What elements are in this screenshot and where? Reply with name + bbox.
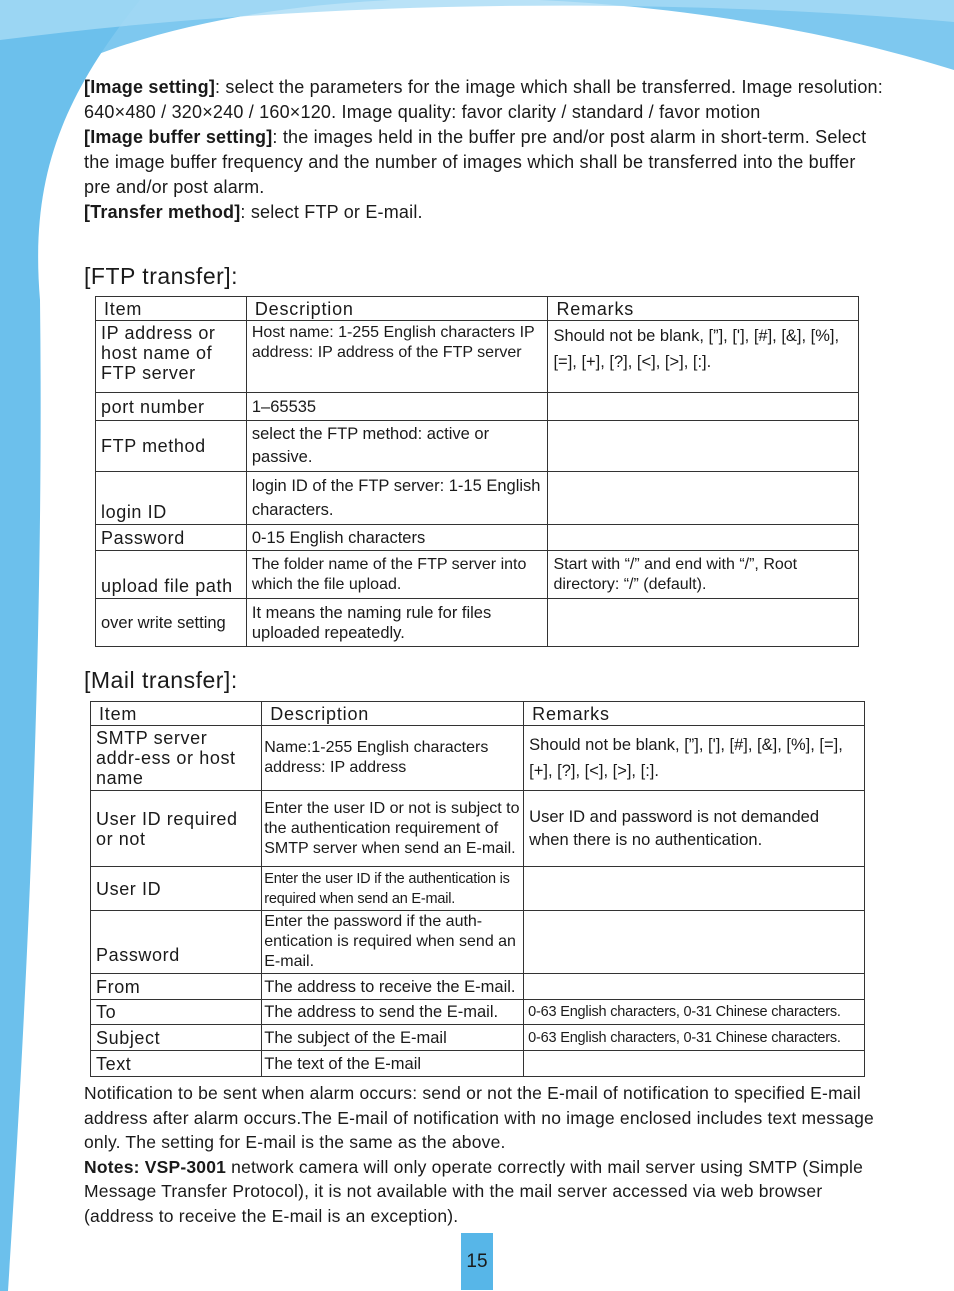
row-description: Name:1-255 English characters address: IP address bbox=[262, 726, 524, 791]
table-row bbox=[96, 551, 859, 599]
image-setting-text: : select the parameters for the image which shall be transferred. Image resolution: 640×480 / 320×240 / 160×120. Image quality: favor clarity / standard / favor motion bbox=[84, 77, 883, 122]
table-row bbox=[96, 321, 859, 393]
row-description: Enter the password if the auth-entication is required when send an E-mail. bbox=[262, 911, 524, 974]
header-item: Item bbox=[91, 702, 262, 726]
notification-text bbox=[84, 1081, 874, 1228]
table-row bbox=[91, 791, 865, 867]
notes-label: Notes: VSP-3001 bbox=[84, 1156, 227, 1177]
image-buffer-label: [Image buffer setting] bbox=[84, 127, 273, 147]
row-remarks: 0-63 English characters, 0-31 Chinese characters. bbox=[524, 1000, 865, 1025]
table-row bbox=[96, 472, 859, 525]
image-buffer-text: : the images held in the buffer pre and/or post alarm in short-term. Select the image buffer frequency and the number of images which shall be transferred into the buffer pre and/or post alarm. bbox=[84, 127, 867, 197]
transfer-method-label: [Transfer method] bbox=[84, 202, 241, 222]
table-row bbox=[91, 867, 865, 911]
row-remarks: Start with “/” and end with “/”, Root directory: “/” (default). bbox=[548, 551, 859, 599]
row-item: port number bbox=[96, 393, 247, 421]
row-description: The folder name of the FTP server into which the file upload. bbox=[246, 551, 548, 599]
row-description: Host name: 1-255 English characters IP address: IP address of the FTP server bbox=[246, 321, 548, 393]
header-description: Description bbox=[262, 702, 524, 726]
table-row bbox=[91, 911, 865, 974]
table-row bbox=[91, 1025, 865, 1051]
row-remarks bbox=[548, 421, 859, 472]
row-description: 1–65535 bbox=[246, 393, 548, 421]
row-item: To bbox=[91, 1000, 262, 1025]
row-item: Password bbox=[91, 911, 262, 974]
table-header-row bbox=[91, 702, 865, 726]
row-remarks: 0-63 English characters, 0-31 Chinese characters. bbox=[524, 1025, 865, 1051]
row-item: Text bbox=[91, 1051, 262, 1077]
table-row bbox=[96, 421, 859, 472]
header-description: Description bbox=[246, 297, 548, 321]
row-item: Subject bbox=[91, 1025, 262, 1051]
mail-settings-table bbox=[90, 701, 865, 1077]
table-row bbox=[91, 974, 865, 1000]
row-remarks bbox=[524, 1051, 865, 1077]
row-item: Password bbox=[96, 525, 247, 551]
row-item: SMTP server addr-ess or host name bbox=[91, 726, 262, 791]
table-header-row bbox=[96, 297, 859, 321]
table-row bbox=[96, 525, 859, 551]
row-item: IP address or host name of FTP server bbox=[96, 321, 247, 393]
header-remarks: Remarks bbox=[524, 702, 865, 726]
row-remarks bbox=[524, 974, 865, 1000]
row-description: 0-15 English characters bbox=[246, 525, 548, 551]
row-item: User ID bbox=[91, 867, 262, 911]
mail-transfer-title: [Mail transfer]: bbox=[84, 667, 238, 693]
row-item: upload file path bbox=[96, 551, 247, 599]
row-description: login ID of the FTP server: 1-15 English characters. bbox=[246, 472, 548, 525]
row-description: select the FTP method: active or passive. bbox=[246, 421, 548, 472]
row-description: The subject of the E-mail bbox=[262, 1025, 524, 1051]
row-description: The address to send the E-mail. bbox=[262, 1000, 524, 1025]
row-item: FTP method bbox=[96, 421, 247, 472]
transfer-method-text: : select FTP or E-mail. bbox=[240, 202, 423, 222]
notification-body: Notification to be sent when alarm occurs: send or not the E-mail of notification to specified E-mail address after alarm occurs.The E-mail of notification with no image enclosed includes text message only. The setting for E-mail is the same as the above. bbox=[84, 1083, 874, 1152]
row-description: It means the naming rule for files uploaded repeatedly. bbox=[246, 599, 548, 647]
page-number: 15 bbox=[461, 1233, 493, 1290]
row-item: login ID bbox=[96, 472, 247, 525]
notes-text: network camera will only operate correctly with mail server using SMTP (Simple Message Transfer Protocol), it is not available with the mail server accessed via web browser (address to receive the E-mail is an exception). bbox=[84, 1156, 864, 1226]
row-item: User ID required or not bbox=[91, 791, 262, 867]
row-remarks bbox=[524, 911, 865, 974]
intro-text bbox=[84, 75, 884, 225]
table-row bbox=[91, 1051, 865, 1077]
row-item: over write setting bbox=[96, 599, 247, 647]
row-description: Enter the user ID or not is subject to the authentication requirement of SMTP server when send an E-mail. bbox=[262, 791, 524, 867]
row-remarks bbox=[548, 472, 859, 525]
row-description: Enter the user ID if the authentication is required when send an E-mail. bbox=[262, 867, 524, 911]
row-remarks: User ID and password is not demanded when there is no authentication. bbox=[524, 791, 865, 867]
row-item: From bbox=[91, 974, 262, 1000]
header-remarks: Remarks bbox=[548, 297, 859, 321]
table-row bbox=[91, 726, 865, 791]
table-row bbox=[96, 393, 859, 421]
table-row bbox=[91, 1000, 865, 1025]
row-remarks bbox=[548, 525, 859, 551]
row-remarks: Should not be blank, [”], ['], [#], [&], [%], [=], [+], [?], [<], [>], [:]. bbox=[524, 726, 865, 791]
row-description: The address to receive the E-mail. bbox=[262, 974, 524, 1000]
table-row bbox=[96, 599, 859, 647]
row-description: The text of the E-mail bbox=[262, 1051, 524, 1077]
header-item: Item bbox=[96, 297, 247, 321]
row-remarks bbox=[548, 599, 859, 647]
ftp-settings-table bbox=[95, 296, 859, 647]
row-remarks bbox=[548, 393, 859, 421]
ftp-transfer-title: [FTP transfer]: bbox=[84, 263, 239, 289]
image-setting-label: [Image setting] bbox=[84, 77, 216, 97]
row-remarks bbox=[524, 867, 865, 911]
row-remarks: Should not be blank, [”], ['], [#], [&], [%], [=], [+], [?], [<], [>], [:]. bbox=[548, 321, 859, 393]
